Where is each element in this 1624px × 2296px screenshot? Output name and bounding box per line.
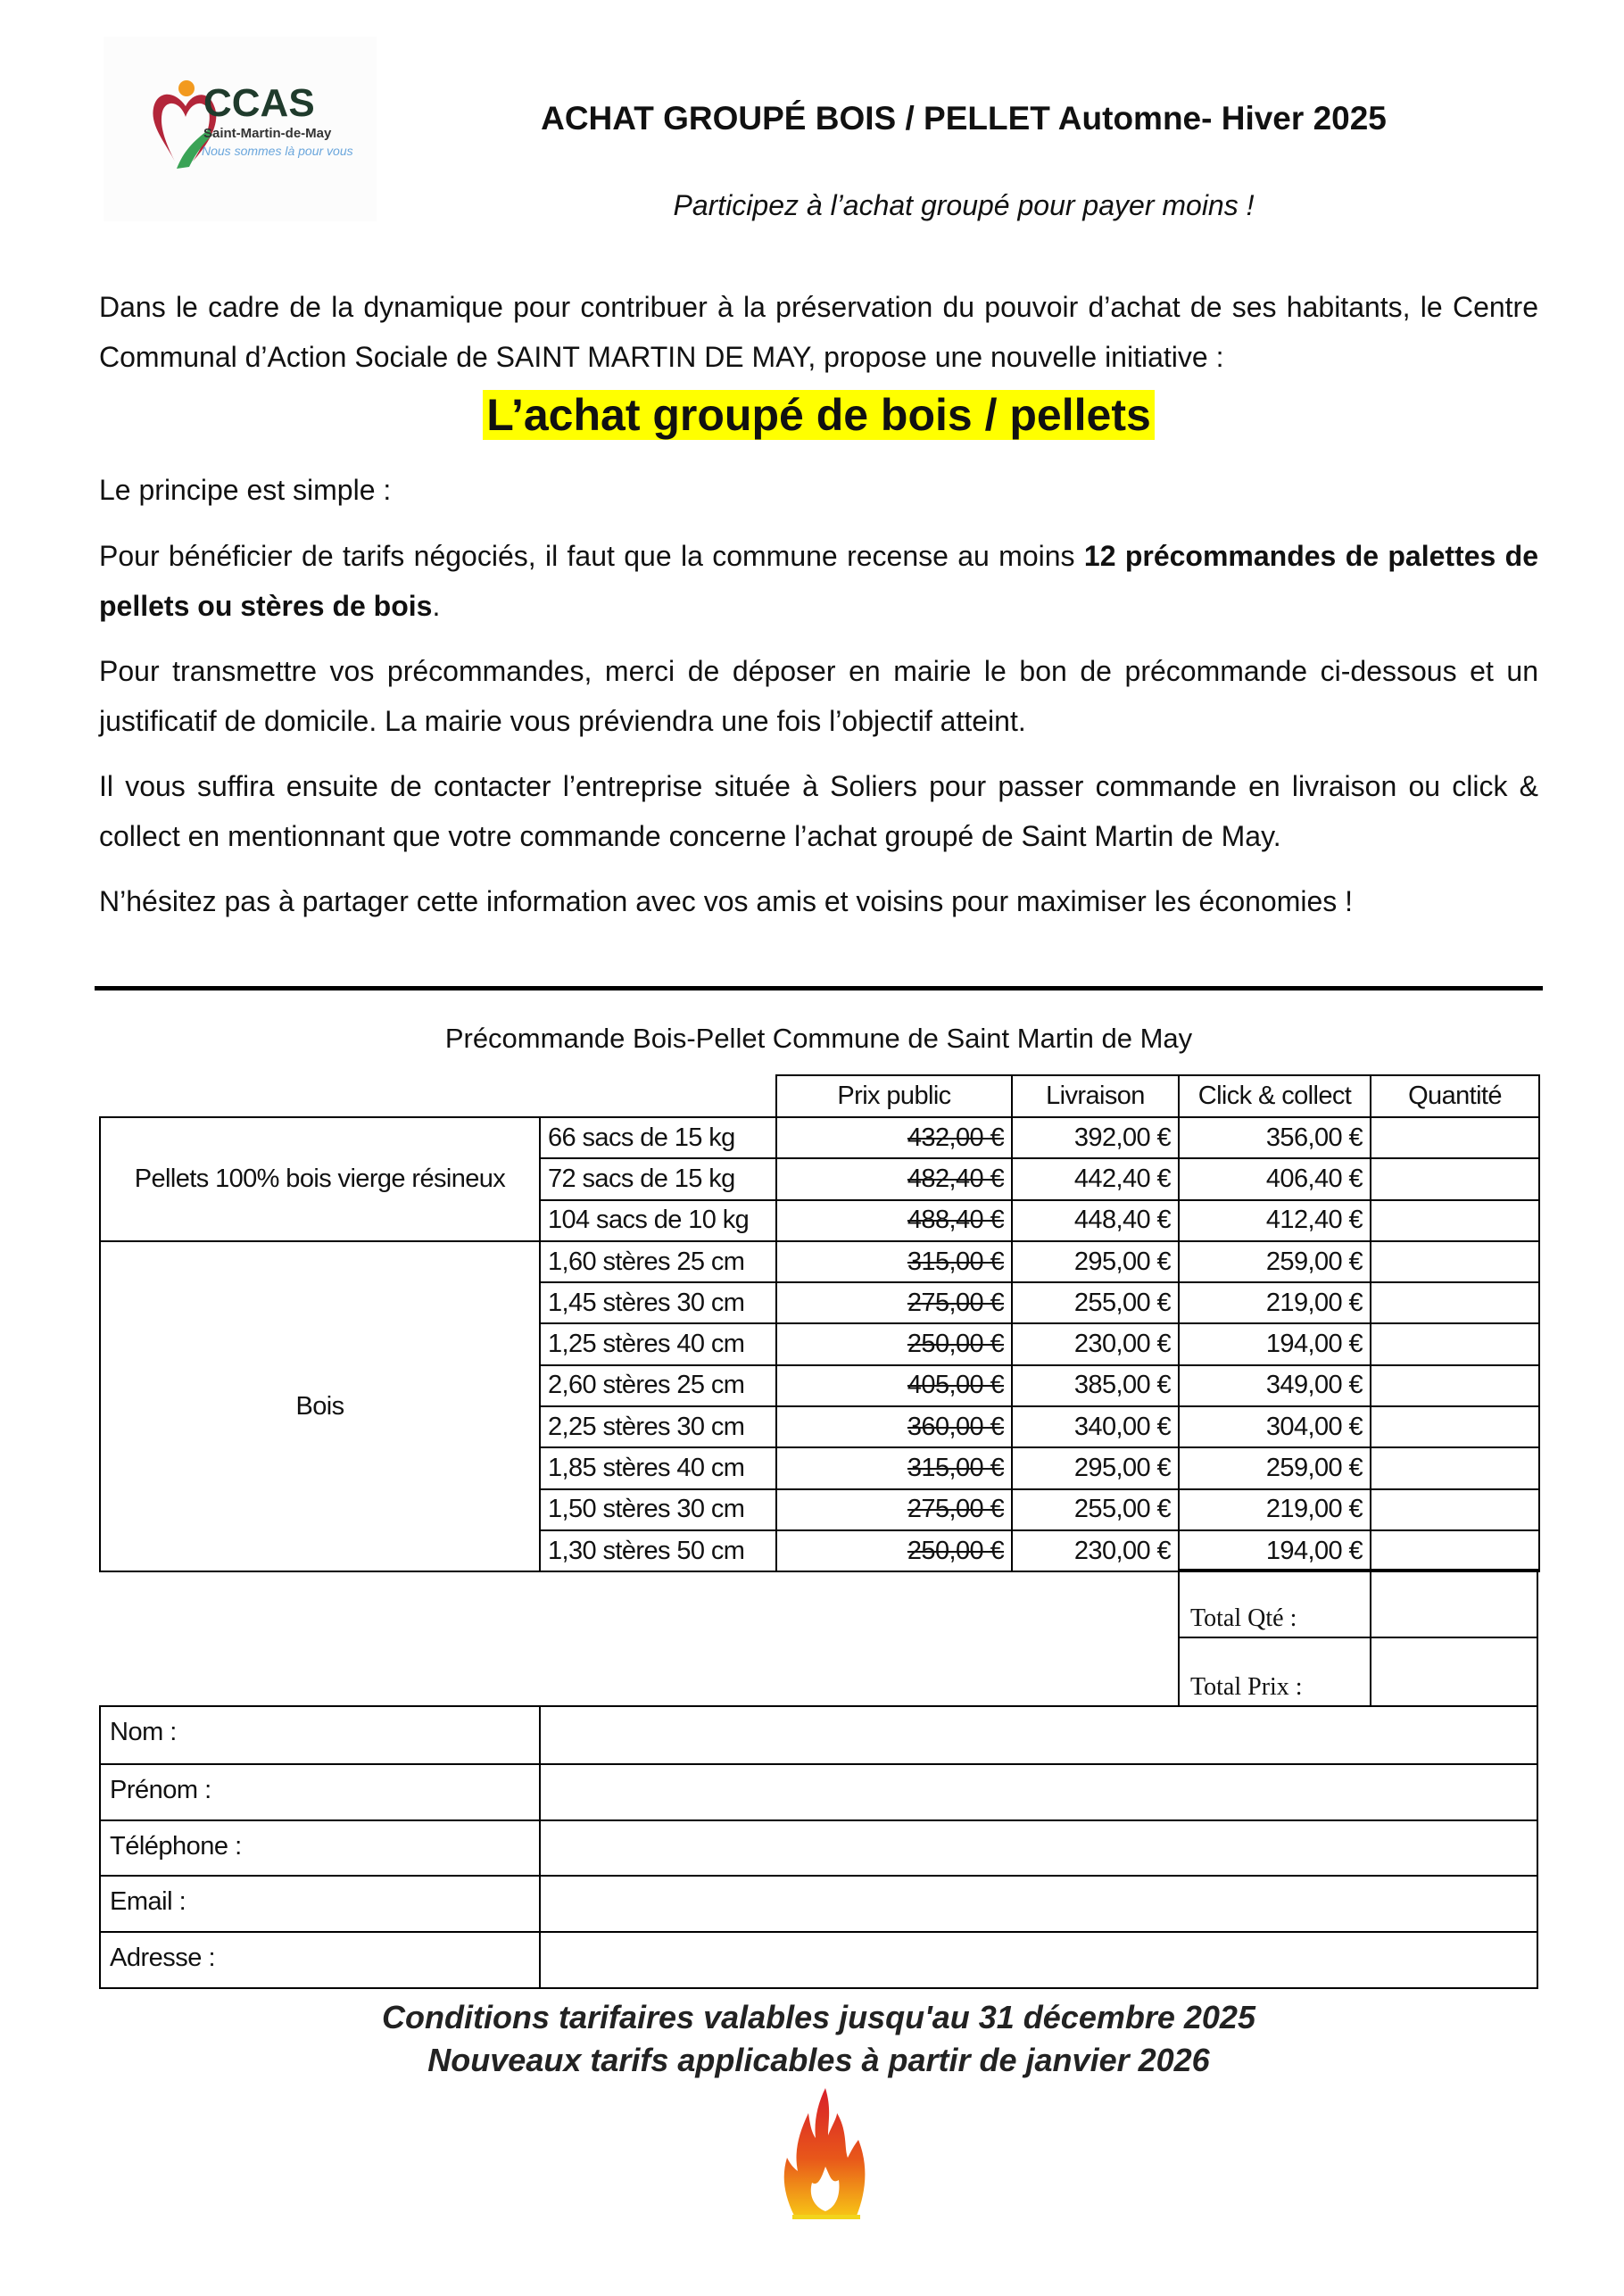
delivery-price-cell: 392,00 € bbox=[1012, 1117, 1179, 1158]
ccas-logo bbox=[104, 37, 377, 221]
quantity-field[interactable] bbox=[1371, 1200, 1539, 1241]
quantity-field[interactable] bbox=[1371, 1117, 1539, 1158]
click-collect-price-cell: 406,40 € bbox=[1179, 1158, 1371, 1199]
item-cell: 1,25 stères 40 cm bbox=[540, 1323, 776, 1364]
footer-conditions: Conditions tarifaires valables jusqu'au 31 décembre 2025 bbox=[382, 1999, 1255, 2035]
email-label: Email : bbox=[101, 1877, 541, 1931]
click-collect-price-cell: 194,00 € bbox=[1179, 1323, 1371, 1364]
adresse-field[interactable] bbox=[541, 1933, 1537, 1987]
telephone-field[interactable] bbox=[541, 1821, 1537, 1876]
prenom-label: Prénom : bbox=[101, 1765, 541, 1819]
click-collect-price-cell: 356,00 € bbox=[1179, 1117, 1371, 1158]
quantity-field[interactable] bbox=[1371, 1241, 1539, 1282]
logo-ccas-text: CCAS bbox=[203, 81, 315, 125]
table-row bbox=[100, 1117, 1539, 1158]
total-price-label: Total Prix : bbox=[1178, 1637, 1371, 1707]
quantity-field[interactable] bbox=[1371, 1530, 1539, 1571]
item-cell: 66 sacs de 15 kg bbox=[540, 1117, 776, 1158]
quantity-field[interactable] bbox=[1371, 1158, 1539, 1199]
click-collect-price-cell: 349,00 € bbox=[1179, 1365, 1371, 1406]
quantity-field[interactable] bbox=[1371, 1406, 1539, 1447]
email-field[interactable] bbox=[541, 1877, 1537, 1931]
public-price-cell: 315,00 € bbox=[907, 1454, 1004, 1483]
item-cell: 1,60 stères 25 cm bbox=[540, 1241, 776, 1282]
public-price-cell: 488,40 € bbox=[907, 1206, 1004, 1235]
click-collect-price-cell: 219,00 € bbox=[1179, 1282, 1371, 1323]
public-price-cell: 432,00 € bbox=[907, 1123, 1004, 1152]
delivery-price-cell: 255,00 € bbox=[1012, 1282, 1179, 1323]
nom-label: Nom : bbox=[101, 1707, 541, 1763]
public-price-cell: 275,00 € bbox=[907, 1495, 1004, 1524]
public-price-cell: 250,00 € bbox=[907, 1536, 1004, 1565]
table-caption: Précommande Bois-Pellet Commune de Saint Martin de May bbox=[444, 1023, 1193, 1054]
empty-header-cell bbox=[100, 1075, 776, 1117]
logo-tagline: Nous sommes là pour vous bbox=[202, 144, 353, 158]
total-qty-field[interactable] bbox=[1370, 1569, 1538, 1638]
adresse-label: Adresse : bbox=[101, 1933, 541, 1987]
contact-paragraph: Il vous suffira ensuite de contacter l’entreprise située à Soliers pour passer commande en livraison ou click & collect en mentionnant que votre commande concerne l’achat groupé de Saint Martin de May. bbox=[99, 770, 1538, 852]
delivery-price-cell: 442,40 € bbox=[1012, 1158, 1179, 1199]
item-cell: 1,45 stères 30 cm bbox=[540, 1282, 776, 1323]
delivery-price-cell: 340,00 € bbox=[1012, 1406, 1179, 1447]
delivery-price-cell: 385,00 € bbox=[1012, 1365, 1179, 1406]
click-collect-price-cell: 219,00 € bbox=[1179, 1489, 1371, 1530]
total-qty-label: Total Qté : bbox=[1178, 1569, 1371, 1638]
click-collect-price-cell: 259,00 € bbox=[1179, 1241, 1371, 1282]
header-prix-public: Prix public bbox=[776, 1075, 1012, 1117]
table-header-row bbox=[100, 1075, 1539, 1117]
product-group-label: Pellets 100% bois vierge résineux bbox=[100, 1117, 540, 1241]
delivery-price-cell: 295,00 € bbox=[1012, 1447, 1179, 1488]
item-cell: 104 sacs de 10 kg bbox=[540, 1200, 776, 1241]
footer-new-tariffs: Nouveaux tarifs applicables à partir de janvier 2026 bbox=[427, 2042, 1210, 2078]
nom-field[interactable] bbox=[541, 1707, 1537, 1763]
item-cell: 72 sacs de 15 kg bbox=[540, 1158, 776, 1199]
quantity-field[interactable] bbox=[1371, 1282, 1539, 1323]
click-collect-price-cell: 304,00 € bbox=[1179, 1406, 1371, 1447]
condition-text: Pour bénéficier de tarifs négociés, il faut que la commune recense au moins bbox=[99, 540, 1084, 572]
header-livraison: Livraison bbox=[1012, 1075, 1179, 1117]
public-price-cell: 405,00 € bbox=[907, 1371, 1004, 1400]
condition-bold: 12 précommandes de palettes de pellets ou stères de bois bbox=[99, 540, 1539, 622]
quantity-field[interactable] bbox=[1371, 1365, 1539, 1406]
public-price-cell: 315,00 € bbox=[907, 1247, 1004, 1276]
condition-end: . bbox=[432, 590, 441, 622]
price-table bbox=[99, 1074, 1540, 1572]
share-paragraph: N’hésitez pas à partager cette information avec vos amis et voisins pour maximiser les économies ! bbox=[99, 885, 1354, 917]
public-price-cell: 275,00 € bbox=[907, 1288, 1004, 1317]
page-title: ACHAT GROUPÉ BOIS / PELLET Automne- Hiver 2025 bbox=[541, 100, 1387, 137]
quantity-field[interactable] bbox=[1371, 1323, 1539, 1364]
public-price-cell: 482,40 € bbox=[907, 1164, 1004, 1193]
intro-paragraph: Dans le cadre de la dynamique pour contribuer à la préservation du pouvoir d’achat de ses habitants, le Centre Communal d’Action Sociale de SAINT MARTIN DE MAY, propose une nouvelle initiative : bbox=[99, 291, 1538, 373]
item-cell: 2,60 stères 25 cm bbox=[540, 1365, 776, 1406]
click-collect-price-cell: 194,00 € bbox=[1179, 1530, 1371, 1571]
total-price-field[interactable] bbox=[1370, 1637, 1538, 1707]
divider bbox=[95, 986, 1543, 991]
principle-text: Le principe est simple : bbox=[99, 474, 392, 506]
item-cell: 1,50 stères 30 cm bbox=[540, 1489, 776, 1530]
quantity-field[interactable] bbox=[1371, 1447, 1539, 1488]
click-collect-price-cell: 259,00 € bbox=[1179, 1447, 1371, 1488]
flame-icon bbox=[776, 2086, 874, 2229]
contact-form bbox=[99, 1705, 1538, 1989]
quantity-field[interactable] bbox=[1371, 1489, 1539, 1530]
item-cell: 1,85 stères 40 cm bbox=[540, 1447, 776, 1488]
condition-paragraph bbox=[99, 531, 1538, 631]
click-collect-price-cell: 412,40 € bbox=[1179, 1200, 1371, 1241]
delivery-price-cell: 448,40 € bbox=[1012, 1200, 1179, 1241]
product-group-label: Bois bbox=[100, 1241, 540, 1571]
item-cell: 2,25 stères 30 cm bbox=[540, 1406, 776, 1447]
table-row bbox=[100, 1241, 1539, 1282]
instructions-paragraph: Pour transmettre vos précommandes, merci de déposer en mairie le bon de précommande ci-dessous et un justificatif de domicile. La mairie vous préviendra une fois l’objectif atteint. bbox=[99, 655, 1538, 737]
page-subtitle: Participez à l’achat groupé pour payer moins ! bbox=[673, 189, 1255, 221]
public-price-cell: 250,00 € bbox=[907, 1330, 1004, 1359]
item-cell: 1,30 stères 50 cm bbox=[540, 1530, 776, 1571]
header-quantite: Quantité bbox=[1371, 1075, 1539, 1117]
prenom-field[interactable] bbox=[541, 1765, 1537, 1819]
header-click-collect: Click & collect bbox=[1179, 1075, 1371, 1117]
delivery-price-cell: 230,00 € bbox=[1012, 1530, 1179, 1571]
telephone-label: Téléphone : bbox=[101, 1821, 541, 1876]
highlight-heading: L’achat groupé de bois / pellets bbox=[483, 390, 1155, 440]
delivery-price-cell: 255,00 € bbox=[1012, 1489, 1179, 1530]
delivery-price-cell: 230,00 € bbox=[1012, 1323, 1179, 1364]
public-price-cell: 360,00 € bbox=[907, 1412, 1004, 1441]
delivery-price-cell: 295,00 € bbox=[1012, 1241, 1179, 1282]
logo-town-text: Saint-Martin-de-May bbox=[203, 126, 332, 141]
